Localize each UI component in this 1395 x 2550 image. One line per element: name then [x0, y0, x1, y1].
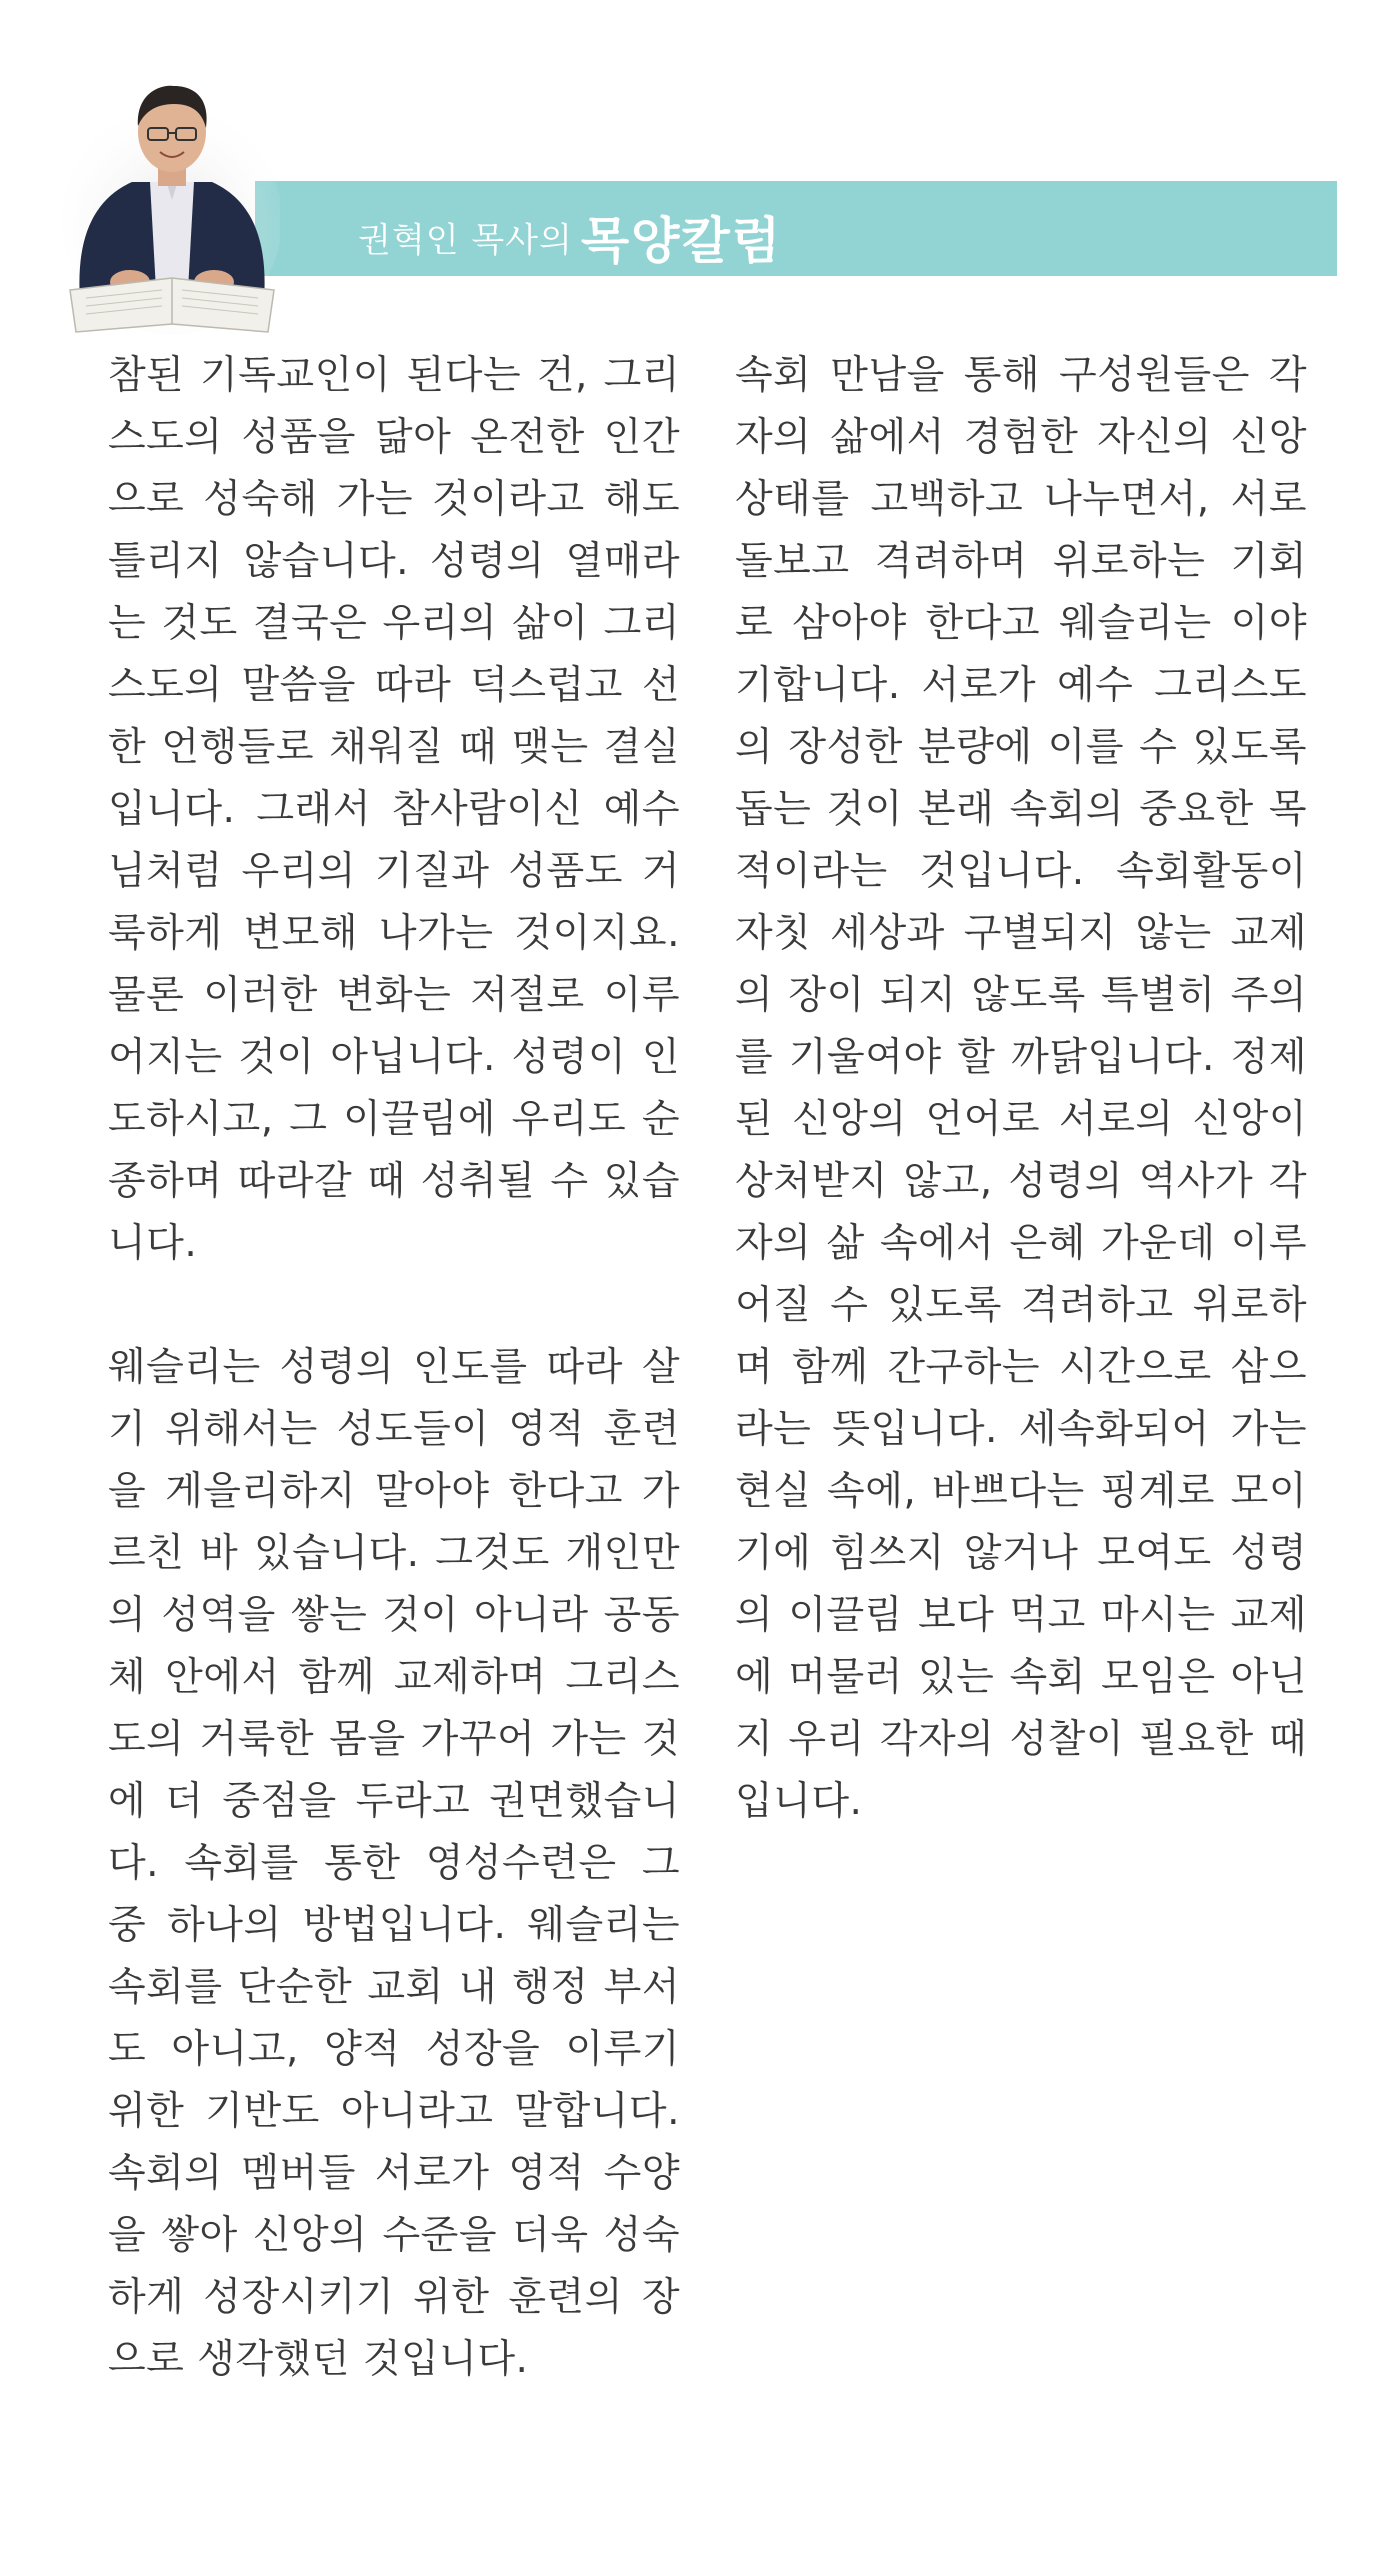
title-prefix: 권혁인 목사의 [358, 220, 573, 261]
column-title-banner [255, 181, 1337, 276]
pastor-portrait-icon [62, 50, 280, 336]
paragraph: 속회 만남을 통해 구성원들은 각자의 삶에서 경험한 자신의 신앙 상태를 고백하고 나누면서, 서로 돌보고 격려하며 위로하는 기회로 삼아야 한다고 웨슬리는 이야기합니다. 서로가 예수 그리스도의 장성한 분량에 이를 수 있도록 돕는 것이 본래 속회의 중요한 목적이라는 것입니다. 속회활동이 자칫 세상과 구별되지 않는 교제의 장이 되지 않도록 특별히 주의를 기울여야 할 까닭입니다. 정제된 신앙의 언어로 서로의 신앙이 상처받지 않고, 성령의 역사가 각자의 삶 속에서 은혜 가운데 이루어질 수 있도록 격려하고 위로하며 함께 간구하는 시간으로 삼으라는 뜻입니다. 세속화되어 가는 현실 속에, 바쁘다는 핑계로 모이기에 힘쓰지 않거나 모여도 성령의 이끌림 보다 먹고 마시는 교제에 머물러 있는 속회 모임은 아닌지 우리 각자의 성찰이 필요한 때입니다. [735, 353, 1307, 1824]
column-left [108, 345, 680, 2391]
column-title [358, 201, 782, 273]
title-main: 목양칼럼 [580, 212, 783, 270]
paragraph: 웨슬리는 성령의 인도를 따라 살기 위해서는 성도들이 영적 훈련을 게을리하지 말아야 한다고 가르친 바 있습니다. 그것도 개인만의 성역을 쌓는 것이 아니라 공동체 안에서 함께 교제하며 그리스도의 거룩한 몸을 가꾸어 가는 것에 더 중점을 두라고 권면했습니다. 속회를 통한 영성수련은 그 중 하나의 방법입니다. 웨슬리는 속회를 단순한 교회 내 행정 부서도 아니고, 양적 성장을 이루기 위한 기반도 아니라고 말합니다. 속회의 멤버들 서로가 영적 수양을 쌓아 신앙의 수준을 더욱 성숙하게 성장시키기 위한 훈련의 장으로 생각했던 것입니다. [108, 1345, 680, 2382]
column-right [735, 345, 1307, 1833]
paragraph: 참된 기독교인이 된다는 건, 그리스도의 성품을 닮아 온전한 인간으로 성숙해 가는 것이라고 해도 틀리지 않습니다. 성령의 열매라는 것도 결국은 우리의 삶이 그리스도의 말씀을 따라 덕스럽고 선한 언행들로 채워질 때 맺는 결실입니다. 그래서 참사람이신 예수님처럼 우리의 기질과 성품도 거룩하게 변모해 나가는 것이지요. 물론 이러한 변화는 저절로 이루어지는 것이 아닙니다. 성령이 인도하시고, 그 이끌림에 우리도 순종하며 따라갈 때 성취될 수 있습니다. [108, 353, 680, 1266]
